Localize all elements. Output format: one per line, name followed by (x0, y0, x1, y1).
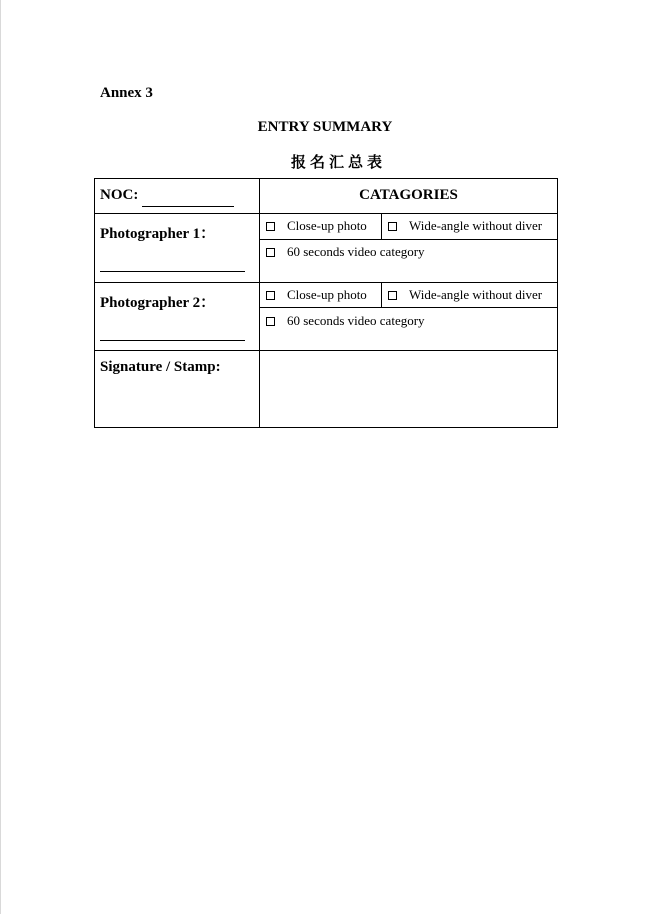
photographer-1-label: Photographer 1： (100, 226, 216, 242)
photographer-2-label: Photographer 2： (100, 295, 216, 311)
photographer-2-field[interactable] (100, 340, 245, 341)
table-border-left (94, 178, 95, 428)
row-divider-1 (94, 213, 558, 214)
photographer-1-closeup-option[interactable]: Close-up photo (266, 218, 367, 234)
table-border-top (94, 178, 558, 179)
photographer-1-wideangle-option[interactable]: Wide-angle without diver (388, 218, 542, 234)
document-title: ENTRY SUMMARY (257, 119, 393, 135)
row1-inner-divider (259, 239, 558, 240)
row1-option-split (381, 213, 382, 239)
photographer-2-video-option[interactable]: 60 seconds video category (266, 313, 425, 329)
page-edge (0, 0, 1, 914)
photographer-1-video-option[interactable]: 60 seconds video category (266, 244, 425, 260)
checkbox-icon[interactable] (266, 291, 275, 300)
row2-option-split (381, 282, 382, 307)
annex-label: Annex 3 (100, 85, 153, 101)
row-divider-2 (94, 282, 558, 283)
checkbox-icon[interactable] (266, 317, 275, 326)
entry-summary-table (94, 178, 558, 428)
photographer-1-field[interactable] (100, 271, 245, 272)
checkbox-icon[interactable] (266, 248, 275, 257)
noc-field[interactable] (142, 206, 234, 207)
row2-inner-divider (259, 307, 558, 308)
signature-stamp-area[interactable] (260, 351, 557, 427)
photographer-2-wideangle-option[interactable]: Wide-angle without diver (388, 287, 542, 303)
table-border-right (557, 178, 558, 428)
noc-label: NOC: (100, 187, 139, 203)
checkbox-icon[interactable] (388, 291, 397, 300)
table-border-bottom (94, 427, 558, 428)
checkbox-icon[interactable] (266, 222, 275, 231)
checkbox-icon[interactable] (388, 222, 397, 231)
categories-header: CATAGORIES (359, 187, 458, 203)
photographer-2-closeup-option[interactable]: Close-up photo (266, 287, 367, 303)
document-subtitle-chinese: 报 名 汇 总 表 (290, 153, 382, 171)
signature-stamp-label: Signature / Stamp: (100, 359, 221, 375)
